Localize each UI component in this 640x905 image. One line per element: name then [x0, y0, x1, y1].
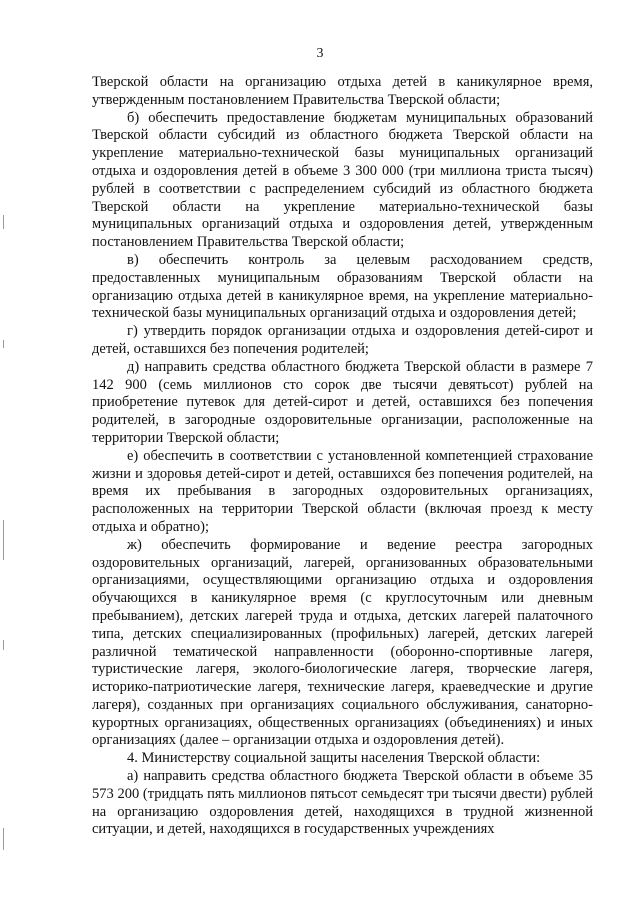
scan-margin-mark [3, 215, 4, 229]
paragraph-section-4: 4. Министерству социальной защиты населения Тверской области: [127, 750, 541, 767]
scan-margin-mark [3, 828, 4, 850]
scan-margin-mark [3, 520, 4, 560]
page-number: 3 [316, 46, 324, 61]
paragraph-item-g: г) утвердить порядок организации отдыха и оздоровления детей-сирот и детей, оставшихся без попечения родителей; [92, 323, 593, 357]
paragraph-item-e: е) обеспечить в соответствии с установленной компетенцией страхование жизни и здоровья детей-сирот и детей, оставшихся без попечения родителей, на время их пребывания в загородных оздоровительных организациях, расположенных на территории Тверской области (включая проезд к месту отдыха и обратно); [92, 447, 593, 535]
scan-margin-mark [3, 640, 4, 650]
document-body [92, 74, 593, 839]
paragraph-continuation: Тверской области на организацию отдыха детей в каникулярное время, утвержденным постановлением Правительства Тверской области; [92, 74, 593, 108]
paragraph-item-b: б) обеспечить предоставление бюджетам муниципальных образований Тверской области субсидий из областного бюджета Тверской области на укрепление материально-технической базы муниципальных организаций отдыха и оздоровления детей в объеме 3 300 000 (три миллиона триста тысяч) рублей в соответствии с распределением субсидий из областного бюджета Тверской области на укрепление материально-технической базы муниципальных организаций отдыха и оздоровления детей, утвержденным постановлением Правительства Тверской области; [92, 109, 593, 251]
paragraph-item-a: а) направить средства областного бюджета Тверской области в объеме 35 573 200 (тридцать пять миллионов пятьсот семьдесят три тысячи двести) рублей на организацию оздоровления детей, находящихся в трудной жизненной ситуации, и детей, находящихся в государственных учреждениях [92, 768, 593, 838]
paragraph-item-v: в) обеспечить контроль за целевым расходованием средств, предоставленных муниципальным образованиям Тверской области на организацию отдыха детей в каникулярное время, на укрепление материально-технической базы муниципальных организаций отдыха и оздоровления детей; [92, 251, 593, 322]
scan-margin-mark [3, 340, 4, 348]
paragraph-item-d: д) направить средства областного бюджета Тверской области в размере 7 142 900 (семь миллионов сто сорок две тысячи девятьсот) рублей на приобретение путевок для детей-сирот и детей, оставшихся без попечения родителей, в загородные оздоровительные организации, расположенные на территории Тверской области; [92, 358, 593, 446]
paragraph-item-zh: ж) обеспечить формирование и ведение реестра загородных оздоровительных организаций, лагерей, организованных образовательными организациями, осуществляющими организацию отдыха и оздоровления обучающихся в каникулярное время (с круглосуточным или дневным пребыванием), детских лагерей труда и отдыха, детских лагерей палаточного типа, детских специализированных (профильных) лагерей, детских лагерей различной тематической направленности (оборонно-спортивные лагеря, туристические лагеря, эколого-биологические лагеря, творческие лагеря, историко-патриотические лагеря, технические лагеря, краеведческие и другие лагеря), созданных при организациях социального обслуживания, санаторно-курортных организациях, общественных организациях (объединениях) и иных организациях (далее – организации отдыха и оздоровления детей). [92, 536, 593, 749]
